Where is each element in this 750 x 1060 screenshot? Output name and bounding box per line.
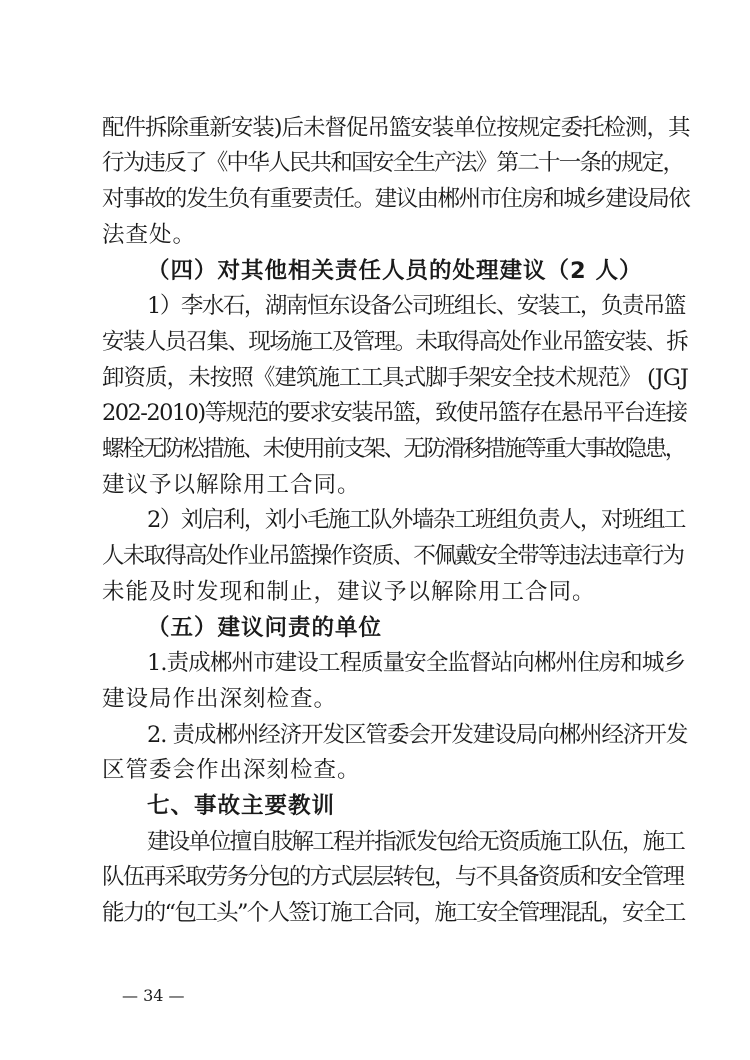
body-text-line: 202-2010)等规范的要求安装吊篮，致使吊篮存在悬吊平台连接 [102,400,687,426]
section-heading: （四）对其他相关责任人员的处理建议（2 人） [147,258,643,284]
body-text-line: 配件拆除重新安装)后未督促吊篮安装单位按规定委托检测，其 [102,115,690,141]
body-text-line: 对事故的发生负有重要责任。建议由郴州市住房和城乡建设局依 [102,186,690,212]
body-text-line: 未能及时发现和制止，建议予以解除用工合同。 [102,579,596,605]
body-text-line: 螺栓无防松措施、未使用前支架、无防滑移措施等重大事故隐患， [102,436,685,462]
body-text-line: 卸资质，未按照《建筑施工工具式脚手架安全技术规范》 (JGJ [102,365,688,391]
body-text-line: 2. 责成郴州经济开发区管委会开发建设局向郴州经济开发 [147,722,688,748]
section-heading: 七、事故主要教训 [147,793,336,819]
body-text-line: 1）李水石，湖南恒东设备公司班组长、安装工，负责吊篮 [147,293,685,319]
body-text-line: 2）刘启利，刘小毛施工队外墙杂工班组负责人，对班组工 [147,507,685,533]
body-text-line: 区管委会作出深刻检查。 [102,757,361,783]
body-text-line: 安装人员召集、现场施工及管理。未取得高处作业吊篮安装、拆 [102,329,688,355]
body-text-line: 能力的“包工头”个人签订施工合同，施工安全管理混乱，安全工 [102,900,685,926]
section-heading: （五）建议问责的单位 [147,615,383,641]
body-text-line: 队伍再采取劳务分包的方式层层转包，与不具备资质和安全管理 [102,864,684,890]
body-text-line: 建设单位擅自肢解工程并指派发包给无资质施工队伍，施工 [147,829,684,855]
body-text-line: 行为违反了《中华人民共和国安全生产法》第二十一条的规定， [102,150,684,176]
body-text-line: 人未取得高处作业吊篮操作资质、不佩戴安全带等违法违章行为 [102,543,684,569]
body-text-line: 建议予以解除用工合同。 [102,472,361,498]
body-text-line: 建设局作出深刻检查。 [102,686,338,712]
page-number: — 34 — [122,986,185,1005]
body-text-line: 1.责成郴州市建设工程质量安全监督站向郴州住房和城乡 [147,650,686,676]
body-text-line: 法查处。 [102,222,197,248]
